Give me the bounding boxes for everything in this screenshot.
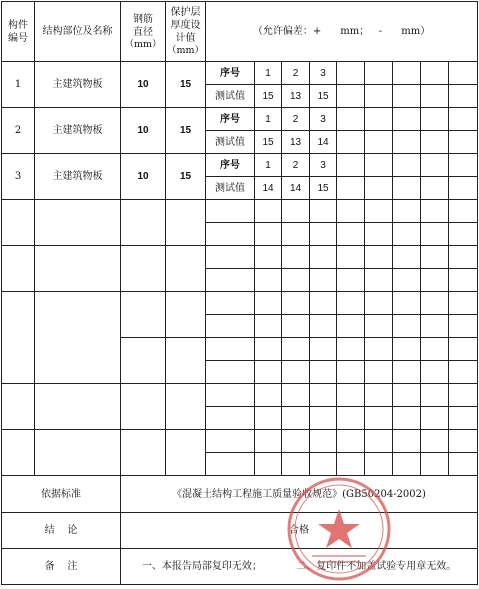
empty-cell — [393, 292, 421, 315]
empty-cell — [282, 361, 310, 384]
measured-cell: 15 — [310, 177, 337, 200]
empty-cell — [255, 315, 282, 338]
empty-cell — [282, 384, 310, 407]
empty-cell — [365, 177, 393, 200]
header-row — [2, 2, 478, 62]
empty-cell — [206, 384, 255, 407]
empty-cell — [337, 62, 365, 85]
basis-value: 《混凝土结构工程施工质量验收规范》(GB50204-2002) — [121, 476, 478, 513]
empty-cell — [365, 246, 393, 269]
cover-design: 15 — [166, 108, 206, 154]
empty-cell — [337, 315, 365, 338]
table-row — [2, 108, 478, 131]
empty-cell — [365, 292, 393, 315]
empty-cell — [421, 108, 449, 131]
empty-cell — [337, 85, 365, 108]
empty-cell — [365, 108, 393, 131]
empty-cell — [365, 361, 393, 384]
empty-cell — [206, 453, 255, 476]
empty-cell — [365, 315, 393, 338]
empty-cell — [35, 246, 121, 292]
empty-cell — [393, 315, 421, 338]
empty-cell — [365, 131, 393, 154]
empty-cell — [421, 292, 449, 315]
empty-cell — [206, 407, 255, 430]
empty-cell — [206, 292, 255, 315]
empty-cell — [421, 246, 449, 269]
seq-label: 序号 — [206, 108, 255, 131]
member-name: 主建筑物板 — [35, 108, 121, 154]
empty-cell — [393, 361, 421, 384]
empty-row — [2, 292, 478, 315]
conclusion-label: 结 论 — [2, 513, 121, 549]
empty-cell — [449, 108, 478, 131]
measured-cell: 13 — [282, 131, 310, 154]
empty-cell — [166, 384, 206, 430]
header-location: 结构部位及名称 — [35, 2, 121, 62]
empty-cell — [310, 292, 337, 315]
empty-cell — [310, 338, 337, 361]
seq-cell: 2 — [282, 62, 310, 85]
seq-cell: 1 — [255, 154, 282, 177]
header-rebar-line2: 直径 — [133, 26, 153, 38]
empty-cell — [365, 154, 393, 177]
table-row — [2, 154, 478, 177]
empty-cell — [2, 246, 35, 292]
empty-cell — [206, 361, 255, 384]
empty-cell — [337, 177, 365, 200]
empty-cell — [255, 407, 282, 430]
empty-cell — [255, 200, 282, 223]
conclusion-row — [2, 513, 478, 549]
empty-cell — [337, 223, 365, 246]
empty-cell — [255, 246, 282, 269]
measured-label: 测试值 — [206, 177, 255, 200]
empty-cell — [206, 269, 255, 292]
empty-cell — [337, 131, 365, 154]
empty-cell — [337, 338, 365, 361]
measured-label: 测试值 — [206, 131, 255, 154]
empty-cell — [365, 430, 393, 453]
header-cover-line1: 保护层 — [170, 7, 201, 18]
measured-cell: 14 — [255, 177, 282, 200]
measured-cell: 13 — [282, 85, 310, 108]
empty-cell — [2, 292, 35, 384]
empty-cell — [282, 315, 310, 338]
empty-cell — [310, 453, 337, 476]
empty-cell — [2, 430, 35, 476]
empty-cell — [337, 453, 365, 476]
empty-cell — [449, 62, 478, 85]
header-cover-line2: 厚度设 — [170, 20, 201, 31]
empty-cell — [449, 200, 478, 223]
empty-cell — [282, 430, 310, 453]
empty-row — [2, 430, 478, 453]
empty-cell — [337, 108, 365, 131]
empty-cell — [421, 338, 449, 361]
empty-cell — [282, 200, 310, 223]
empty-cell — [282, 338, 310, 361]
empty-cell — [337, 154, 365, 177]
empty-cell — [255, 384, 282, 407]
empty-cell — [449, 384, 478, 407]
empty-cell — [393, 154, 421, 177]
empty-cell — [365, 223, 393, 246]
empty-cell — [255, 430, 282, 453]
empty-cell — [206, 315, 255, 338]
conclusion-value: 合格 — [121, 513, 478, 549]
empty-cell — [206, 223, 255, 246]
basis-row — [2, 476, 478, 513]
empty-cell — [255, 292, 282, 315]
seq-cell: 2 — [282, 154, 310, 177]
empty-cell — [421, 384, 449, 407]
empty-cell — [393, 384, 421, 407]
measured-label: 测试值 — [206, 85, 255, 108]
empty-cell — [393, 131, 421, 154]
header-tolerance: （允许偏差：+ mm； - mm） — [206, 2, 478, 62]
empty-cell — [393, 338, 421, 361]
empty-cell — [421, 430, 449, 453]
empty-cell — [421, 85, 449, 108]
seq-cell: 3 — [310, 154, 337, 177]
empty-cell — [449, 361, 478, 384]
empty-cell — [449, 453, 478, 476]
empty-cell — [2, 384, 35, 430]
empty-cell — [337, 361, 365, 384]
empty-cell — [206, 430, 255, 453]
remarks-value — [121, 549, 478, 585]
seq-cell: 3 — [310, 62, 337, 85]
empty-cell — [393, 177, 421, 200]
basis-label: 依据标准 — [2, 476, 121, 513]
empty-cell — [121, 292, 166, 338]
empty-cell — [310, 361, 337, 384]
header-member-no — [2, 2, 35, 62]
seq-label: 序号 — [206, 62, 255, 85]
empty-cell — [282, 407, 310, 430]
empty-cell — [255, 223, 282, 246]
empty-cell — [365, 200, 393, 223]
empty-cell — [166, 430, 206, 476]
measured-cell: 14 — [310, 131, 337, 154]
remarks-label: 备 注 — [2, 549, 121, 585]
empty-cell — [166, 246, 206, 292]
empty-cell — [365, 62, 393, 85]
empty-cell — [35, 200, 121, 246]
empty-cell — [421, 200, 449, 223]
measured-cell: 15 — [255, 131, 282, 154]
empty-cell — [421, 361, 449, 384]
empty-cell — [282, 269, 310, 292]
empty-cell — [365, 338, 393, 361]
empty-cell — [449, 246, 478, 269]
member-no: 3 — [2, 154, 35, 200]
empty-cell — [393, 246, 421, 269]
empty-cell — [421, 154, 449, 177]
empty-cell — [337, 407, 365, 430]
empty-cell — [421, 223, 449, 246]
empty-row — [2, 384, 478, 407]
empty-cell — [166, 292, 206, 338]
cover-design: 15 — [166, 62, 206, 108]
seq-label: 序号 — [206, 154, 255, 177]
empty-cell — [365, 453, 393, 476]
empty-cell — [255, 269, 282, 292]
empty-cell — [121, 384, 166, 430]
empty-cell — [310, 269, 337, 292]
empty-cell — [449, 430, 478, 453]
empty-cell — [121, 200, 166, 246]
empty-cell — [393, 269, 421, 292]
rebar-diameter: 10 — [121, 62, 166, 108]
empty-cell — [35, 430, 121, 476]
empty-cell — [421, 453, 449, 476]
empty-cell — [206, 200, 255, 223]
seq-cell: 1 — [255, 108, 282, 131]
empty-cell — [206, 338, 255, 361]
member-no: 1 — [2, 62, 35, 108]
empty-cell — [337, 246, 365, 269]
header-rebar-line1: 钢筋 — [133, 13, 153, 25]
empty-cell — [449, 292, 478, 315]
empty-cell — [310, 407, 337, 430]
empty-cell — [449, 338, 478, 361]
empty-cell — [393, 200, 421, 223]
empty-cell — [449, 223, 478, 246]
empty-cell — [449, 131, 478, 154]
empty-cell — [310, 223, 337, 246]
remarks-item-1: 一、本报告局部复印无效； — [141, 561, 262, 572]
cover-thickness-table — [1, 1, 478, 585]
empty-cell — [35, 292, 121, 384]
empty-cell — [282, 223, 310, 246]
table-row — [2, 62, 478, 85]
empty-cell — [310, 200, 337, 223]
member-name: 主建筑物板 — [35, 154, 121, 200]
empty-row — [2, 200, 478, 223]
header-rebar-line3: （mm） — [124, 38, 162, 50]
empty-cell — [449, 315, 478, 338]
seq-cell: 1 — [255, 62, 282, 85]
empty-cell — [255, 453, 282, 476]
empty-cell — [393, 85, 421, 108]
empty-cell — [393, 407, 421, 430]
empty-cell — [337, 200, 365, 223]
seq-cell: 2 — [282, 108, 310, 131]
header-cover-line4: （mm） — [166, 45, 205, 56]
empty-cell — [310, 315, 337, 338]
empty-cell — [121, 246, 166, 292]
empty-cell — [337, 430, 365, 453]
measured-cell: 15 — [255, 85, 282, 108]
empty-cell — [421, 62, 449, 85]
empty-cell — [310, 246, 337, 269]
empty-cell — [2, 200, 35, 246]
measured-cell: 15 — [310, 85, 337, 108]
empty-cell — [282, 292, 310, 315]
empty-cell — [337, 292, 365, 315]
empty-cell — [365, 269, 393, 292]
header-member-no-line1: 构件 — [8, 19, 28, 31]
empty-cell — [310, 430, 337, 453]
empty-cell — [449, 269, 478, 292]
empty-cell — [255, 361, 282, 384]
rebar-diameter: 10 — [121, 154, 166, 200]
member-name: 主建筑物板 — [35, 62, 121, 108]
empty-cell — [449, 85, 478, 108]
header-member-no-line2: 编号 — [8, 32, 28, 44]
empty-cell — [166, 338, 206, 384]
empty-cell — [337, 269, 365, 292]
empty-cell — [121, 338, 166, 384]
empty-cell — [365, 85, 393, 108]
remarks-row — [2, 549, 478, 585]
empty-row — [2, 246, 478, 269]
empty-cell — [393, 430, 421, 453]
cover-design: 15 — [166, 154, 206, 200]
empty-cell — [421, 407, 449, 430]
empty-cell — [282, 453, 310, 476]
empty-cell — [206, 246, 255, 269]
empty-cell — [166, 200, 206, 246]
rebar-diameter: 10 — [121, 108, 166, 154]
empty-cell — [449, 177, 478, 200]
empty-cell — [35, 384, 121, 430]
measured-cell: 14 — [282, 177, 310, 200]
empty-cell — [393, 62, 421, 85]
empty-cell — [310, 384, 337, 407]
member-no: 2 — [2, 108, 35, 154]
empty-cell — [365, 384, 393, 407]
seq-cell: 3 — [310, 108, 337, 131]
empty-cell — [449, 407, 478, 430]
empty-cell — [421, 269, 449, 292]
empty-cell — [393, 223, 421, 246]
header-cover-line3: 计值 — [175, 33, 196, 44]
empty-cell — [393, 453, 421, 476]
remarks-item-2: 二、复印件不加盖试验专用章无效。 — [296, 561, 457, 572]
empty-cell — [121, 430, 166, 476]
header-rebar-diameter — [121, 2, 166, 62]
empty-cell — [421, 177, 449, 200]
header-cover-design — [166, 2, 206, 62]
empty-cell — [449, 154, 478, 177]
empty-cell — [337, 384, 365, 407]
empty-cell — [421, 315, 449, 338]
empty-cell — [282, 246, 310, 269]
empty-cell — [255, 338, 282, 361]
empty-cell — [365, 407, 393, 430]
empty-cell — [421, 131, 449, 154]
empty-cell — [393, 108, 421, 131]
